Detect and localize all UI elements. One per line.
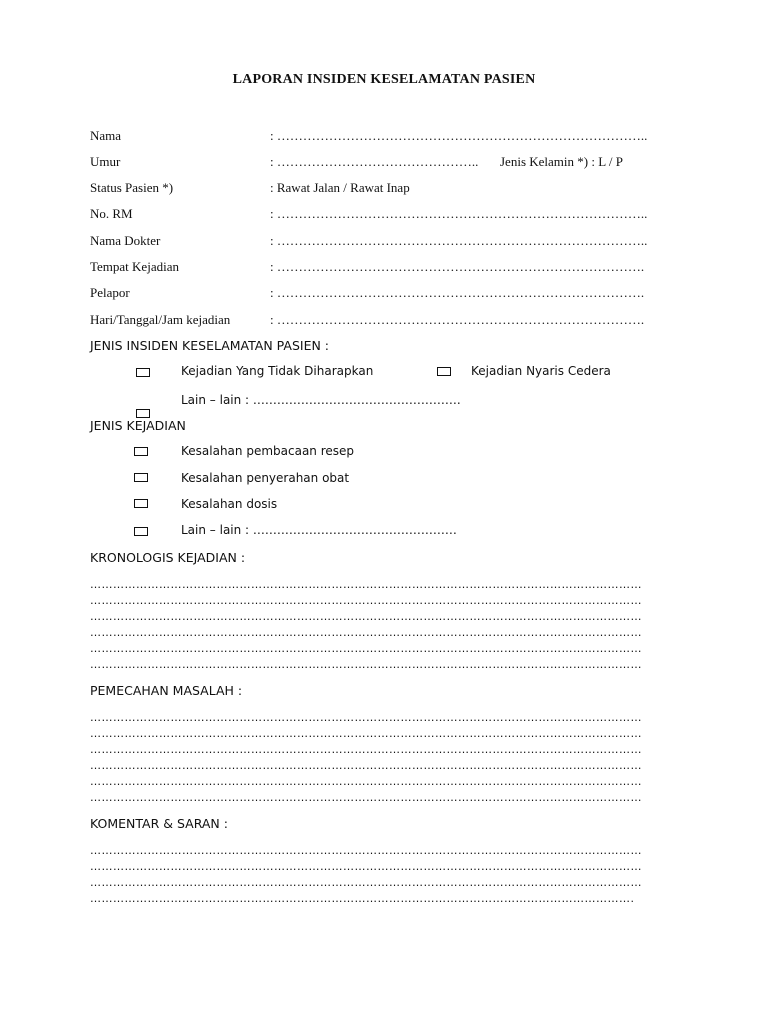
checkbox-kejadian-tidak-diharapkan[interactable] (136, 368, 150, 377)
komentar-line[interactable]: ……………………………………………………………………………………………………………………………… (90, 860, 642, 873)
field-label-status-pasien: Status Pasien *) (90, 180, 174, 195)
option-kejadian-tidak-diharapkan: Kejadian Yang Tidak Diharapkan (181, 364, 374, 378)
jenis-insiden-heading: JENIS INSIDEN KESELAMATAN PASIEN : (90, 338, 330, 353)
kronologis-line[interactable]: ……………………………………………………………………………………………………………………………… (90, 610, 642, 623)
komentar-line[interactable]: ……………………………………………………………………………………………………………………………… (90, 844, 642, 857)
field-label-hari-tanggal-jam: Hari/Tanggal/Jam kejadian (90, 312, 231, 327)
checkbox-kesalahan-penyerahan-obat[interactable] (134, 473, 148, 482)
pemecahan-line[interactable]: ……………………………………………………………………………………………………………………………… (90, 759, 642, 772)
pemecahan-line[interactable]: ……………………………………………………………………………………………………………………………… (90, 775, 642, 788)
field-value-nama[interactable]: : ………………………………………………………………………….. (270, 128, 648, 143)
kronologis-line[interactable]: ……………………………………………………………………………………………………………………………… (90, 578, 642, 591)
pemecahan-masalah-heading: PEMECAHAN MASALAH : (90, 683, 243, 698)
kronologis-line[interactable]: ……………………………………………………………………………………………………………………………… (90, 594, 642, 607)
field-value-nama-dokter[interactable]: : ………………………………………………………………………….. (270, 233, 648, 248)
field-value-umur[interactable]: : ……………………………………….. (270, 154, 479, 169)
field-label-tempat-kejadian: Tempat Kejadian (90, 259, 179, 274)
option-kesalahan-dosis: Kesalahan dosis (181, 497, 278, 511)
field-label-no-rm: No. RM (90, 206, 133, 221)
option-insiden-lain-lain[interactable]: Lain – lain : ……………………………………………. (181, 393, 461, 407)
option-kesalahan-pembacaan-resep: Kesalahan pembacaan resep (181, 444, 355, 458)
field-label-nama: Nama (90, 128, 122, 143)
checkbox-kesalahan-pembacaan-resep[interactable] (134, 447, 148, 456)
pemecahan-line[interactable]: ……………………………………………………………………………………………………………………………… (90, 727, 642, 740)
field-label-nama-dokter: Nama Dokter (90, 233, 161, 248)
pemecahan-line[interactable]: ……………………………………………………………………………………………………………………………… (90, 743, 642, 756)
checkbox-kejadian-nyaris-cedera[interactable] (437, 367, 451, 376)
kronologis-line[interactable]: ……………………………………………………………………………………………………………………………… (90, 658, 642, 671)
checkbox-kejadian-lain-lain[interactable] (134, 527, 148, 536)
option-kejadian-nyaris-cedera: Kejadian Nyaris Cedera (471, 364, 611, 378)
field-label-umur: Umur (90, 154, 121, 169)
report-title: LAPORAN INSIDEN KESELAMATAN PASIEN (232, 72, 536, 87)
kronologis-line[interactable]: ……………………………………………………………………………………………………………………………… (90, 626, 642, 639)
field-value-hari-tanggal-jam[interactable]: : …………………………………………………………………………. (270, 312, 645, 327)
jenis-kejadian-heading: JENIS KEJADIAN (90, 418, 186, 433)
checkbox-insiden-lain-lain[interactable] (136, 409, 150, 418)
pemecahan-line[interactable]: ……………………………………………………………………………………………………………………………… (90, 791, 642, 804)
kronologis-heading: KRONOLOGIS KEJADIAN : (90, 550, 246, 565)
field-jenis-kelamin[interactable]: Jenis Kelamin *) : L / P (500, 154, 624, 169)
komentar-line[interactable]: ……………………………………………………………………………………………………………………………… (90, 876, 642, 889)
field-value-tempat-kejadian[interactable]: : …………………………………………………………………………. (270, 259, 645, 274)
field-value-no-rm[interactable]: : ………………………………………………………………………….. (270, 206, 648, 221)
field-value-pelapor[interactable]: : …………………………………………………………………………. (270, 285, 645, 300)
field-value-status-pasien[interactable]: : Rawat Jalan / Rawat Inap (270, 180, 410, 195)
checkbox-kesalahan-dosis[interactable] (134, 499, 148, 508)
komentar-line[interactable]: ……………………………………………………………………………………………………………………………. (90, 892, 635, 905)
kronologis-line[interactable]: ……………………………………………………………………………………………………………………………… (90, 642, 642, 655)
field-label-pelapor: Pelapor (90, 285, 130, 300)
komentar-saran-heading: KOMENTAR & SARAN : (90, 816, 228, 831)
option-kesalahan-penyerahan-obat: Kesalahan penyerahan obat (181, 471, 350, 485)
option-kejadian-lain-lain[interactable]: Lain – lain : …………………………………………… (181, 523, 457, 537)
pemecahan-line[interactable]: ……………………………………………………………………………………………………………………………… (90, 711, 642, 724)
